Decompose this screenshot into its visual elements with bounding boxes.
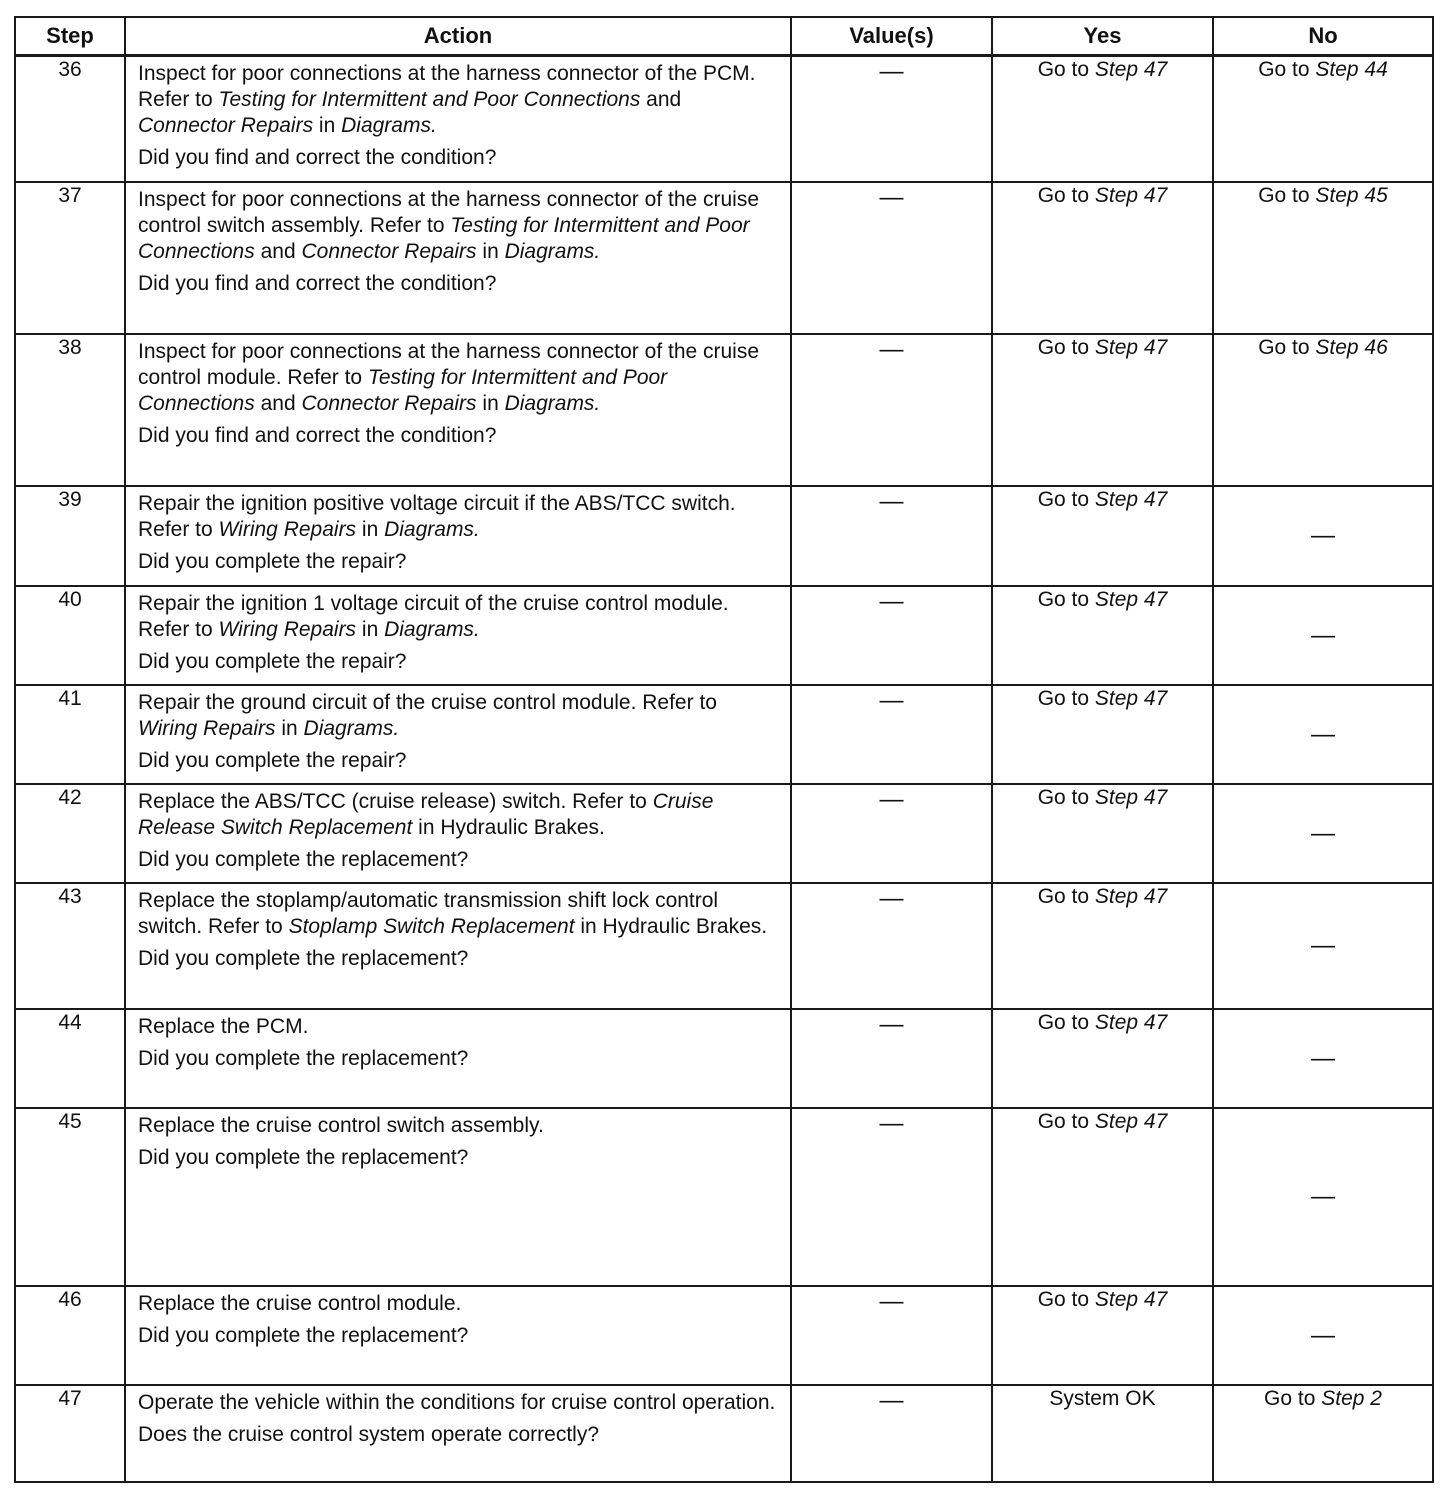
action-question: Did you complete the replacement? — [138, 1046, 469, 1070]
value-cell: — — [791, 1286, 992, 1385]
yes-cell: Go to Step 47 — [992, 334, 1213, 486]
yes-cell: Go to Step 47 — [992, 1108, 1213, 1286]
no-cell: Go to Step 45 — [1213, 182, 1433, 334]
action-question: Did you complete the replacement? — [138, 1323, 469, 1347]
action-cell — [125, 784, 791, 883]
step-number: 39 — [15, 486, 125, 586]
yes-cell: Go to Step 47 — [992, 685, 1213, 784]
action-question: Did you complete the repair? — [138, 748, 407, 772]
value-cell: — — [791, 1009, 992, 1108]
action-text: Replace the ABS/TCC (cruise release) switch. Refer to Cruise Release Switch Replacement in Hydraulic Brakes. — [138, 789, 714, 839]
header-step: Step — [15, 17, 125, 56]
action-cell — [125, 1385, 791, 1482]
value-cell: — — [791, 486, 992, 586]
value-cell: — — [791, 1385, 992, 1482]
action-question: Did you find and correct the condition? — [138, 146, 497, 169]
step-number: 44 — [15, 1009, 125, 1108]
header-action: Action — [125, 17, 791, 56]
no-cell: — — [1213, 1108, 1433, 1286]
action-question: Did you complete the replacement? — [138, 946, 469, 970]
table-row — [15, 1385, 1433, 1482]
step-number: 40 — [15, 586, 125, 685]
table-row — [15, 883, 1433, 1009]
action-cell — [125, 1286, 791, 1385]
action-question: Did you complete the repair? — [138, 549, 407, 573]
step-number: 47 — [15, 1385, 125, 1482]
yes-cell: System OK — [992, 1385, 1213, 1482]
yes-cell: Go to Step 47 — [992, 784, 1213, 883]
action-cell — [125, 334, 791, 486]
table-row — [15, 1286, 1433, 1385]
diagnostic-sheet — [14, 16, 1432, 1483]
action-cell — [125, 883, 791, 1009]
step-number: 42 — [15, 784, 125, 883]
table-row — [15, 1108, 1433, 1286]
yes-cell: Go to Step 47 — [992, 883, 1213, 1009]
action-cell — [125, 1108, 791, 1286]
value-cell: — — [791, 1108, 992, 1286]
action-text: Replace the PCM. — [138, 1014, 309, 1038]
action-question: Did you complete the replacement? — [138, 847, 469, 871]
table-row — [15, 1009, 1433, 1108]
action-question: Does the cruise control system operate correctly? — [138, 1422, 600, 1446]
table-row — [15, 586, 1433, 685]
step-number: 41 — [15, 685, 125, 784]
action-cell — [125, 685, 791, 784]
no-cell: — — [1213, 685, 1433, 784]
diagnostic-table — [14, 16, 1434, 1483]
step-number: 37 — [15, 182, 125, 334]
step-number: 38 — [15, 334, 125, 486]
action-text: Inspect for poor connections at the harness connector of the PCM. Refer to Testing for Intermittent and Poor Connections and Connector Repairs in Diagrams. — [138, 62, 756, 137]
action-text: Operate the vehicle within the conditions for cruise control operation. — [138, 1390, 776, 1414]
action-text: Repair the ground circuit of the cruise control module. Refer to Wiring Repairs in Diagrams. — [138, 690, 717, 740]
no-cell: — — [1213, 784, 1433, 883]
action-text: Repair the ignition positive voltage circuit if the ABS/TCC switch. Refer to Wiring Repairs in Diagrams. — [138, 491, 736, 541]
action-cell — [125, 56, 791, 182]
yes-cell: Go to Step 47 — [992, 56, 1213, 182]
value-cell: — — [791, 182, 992, 334]
action-text: Repair the ignition 1 voltage circuit of the cruise control module. Refer to Wiring Repairs in Diagrams. — [138, 591, 729, 641]
table-row — [15, 784, 1433, 883]
action-question: Did you complete the replacement? — [138, 1145, 469, 1169]
yes-cell: Go to Step 47 — [992, 182, 1213, 334]
no-cell: — — [1213, 1009, 1433, 1108]
header-row — [15, 17, 1433, 56]
step-number: 43 — [15, 883, 125, 1009]
table-row — [15, 182, 1433, 334]
action-text: Inspect for poor connections at the harness connector of the cruise control switch assembly. Refer to Testing for Intermittent and Poor Connections and Connector Repairs in Diagrams. — [138, 187, 760, 263]
no-cell: — — [1213, 883, 1433, 1009]
no-cell: Go to Step 2 — [1213, 1385, 1433, 1482]
action-text: Inspect for poor connections at the harness connector of the cruise control module. Refer to Testing for Intermittent and Poor Connections and Connector Repairs in Diagrams. — [138, 339, 760, 415]
action-text: Replace the cruise control module. — [138, 1291, 462, 1315]
value-cell: — — [791, 334, 992, 486]
yes-cell: Go to Step 47 — [992, 586, 1213, 685]
no-cell: — — [1213, 586, 1433, 685]
header-values: Value(s) — [791, 17, 992, 56]
value-cell: — — [791, 883, 992, 1009]
table-row — [15, 56, 1433, 182]
value-cell: — — [791, 685, 992, 784]
header-no: No — [1213, 17, 1433, 56]
action-question: Did you find and correct the condition? — [138, 271, 497, 295]
no-cell: — — [1213, 1286, 1433, 1385]
action-question: Did you complete the repair? — [138, 649, 407, 673]
action-text: Replace the stoplamp/automatic transmission shift lock control switch. Refer to Stoplamp Switch Replacement in Hydraulic Brakes. — [138, 888, 768, 938]
value-cell: — — [791, 56, 992, 182]
action-question: Did you find and correct the condition? — [138, 423, 497, 447]
step-number: 46 — [15, 1286, 125, 1385]
no-cell: — — [1213, 486, 1433, 586]
action-cell — [125, 1009, 791, 1108]
action-cell — [125, 486, 791, 586]
step-number: 36 — [15, 56, 125, 182]
table-row — [15, 334, 1433, 486]
header-yes: Yes — [992, 17, 1213, 56]
action-cell — [125, 586, 791, 685]
yes-cell: Go to Step 47 — [992, 1009, 1213, 1108]
table-row — [15, 486, 1433, 586]
action-cell — [125, 182, 791, 334]
value-cell: — — [791, 586, 992, 685]
no-cell: Go to Step 44 — [1213, 56, 1433, 182]
yes-cell: Go to Step 47 — [992, 1286, 1213, 1385]
step-number: 45 — [15, 1108, 125, 1286]
yes-cell: Go to Step 47 — [992, 486, 1213, 586]
value-cell: — — [791, 784, 992, 883]
no-cell: Go to Step 46 — [1213, 334, 1433, 486]
action-text: Replace the cruise control switch assembly. — [138, 1113, 544, 1137]
table-row — [15, 685, 1433, 784]
